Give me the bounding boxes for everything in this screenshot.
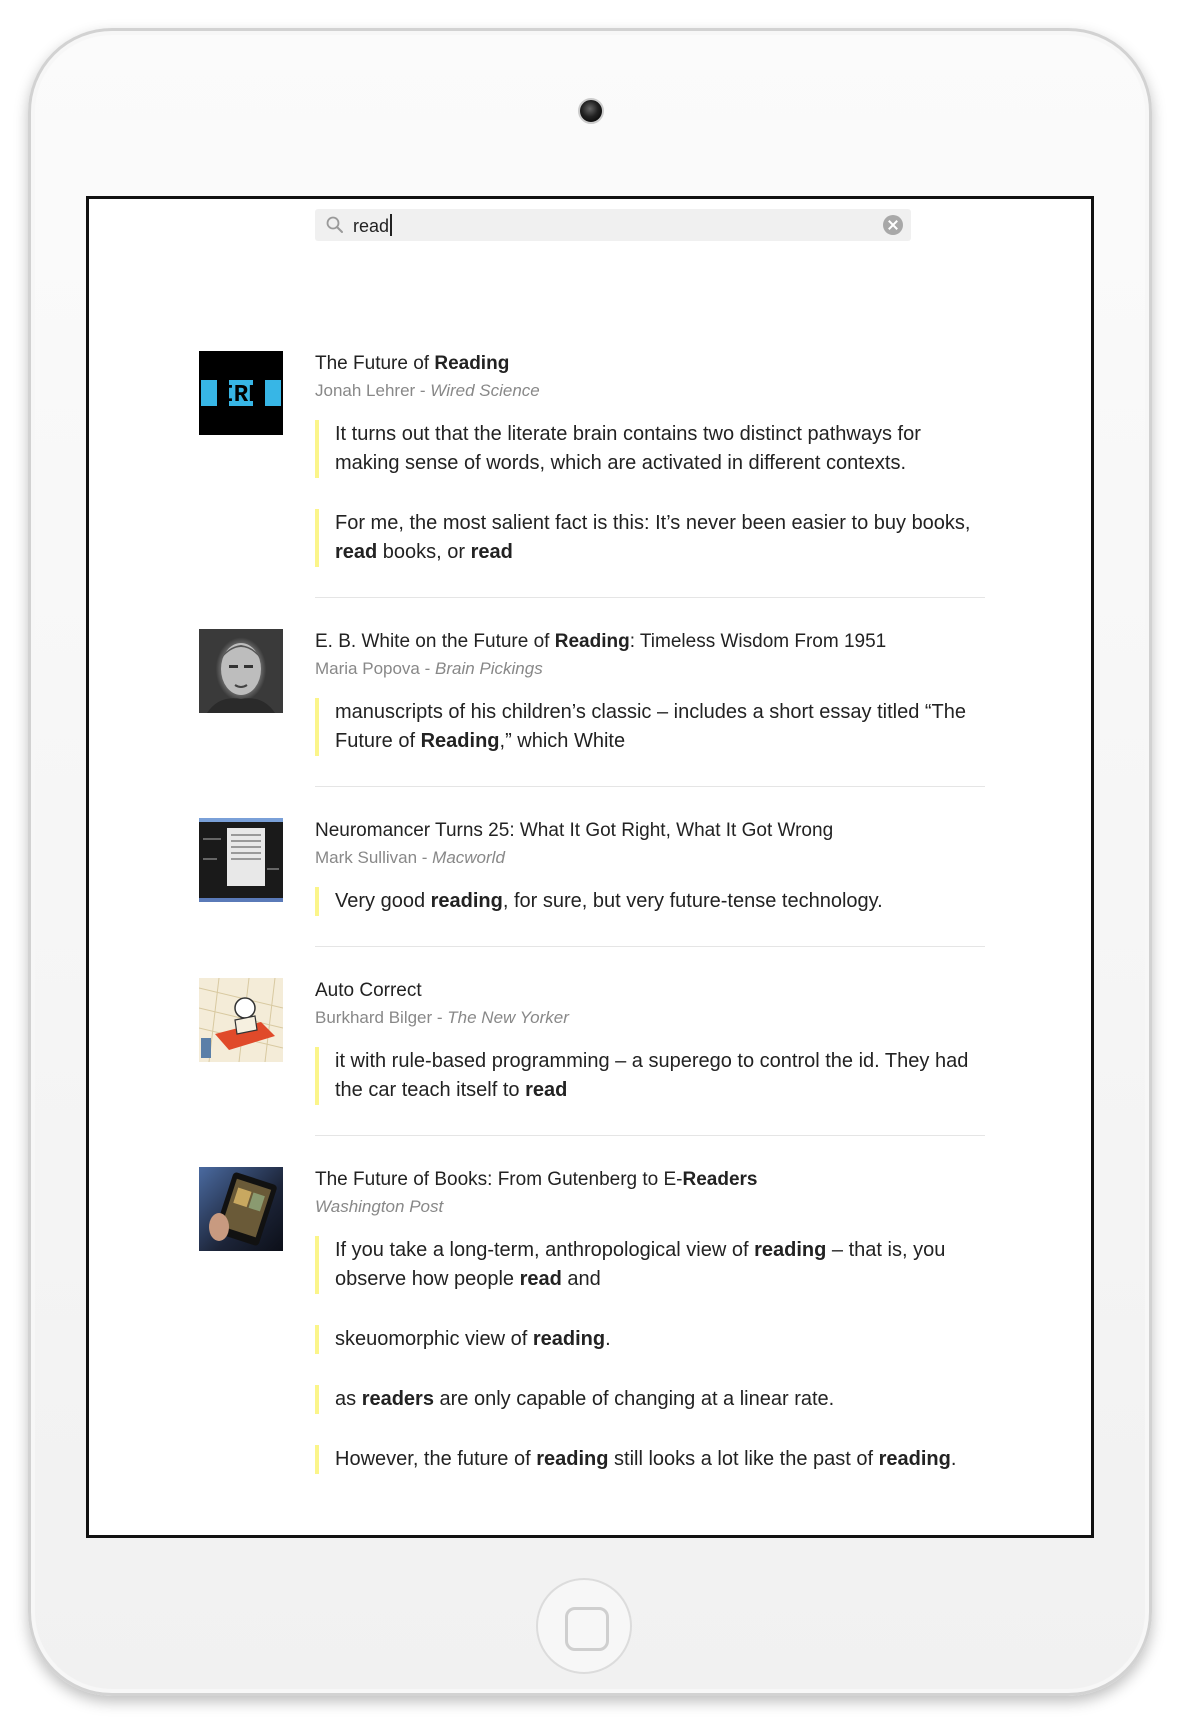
meta-separator: -	[415, 381, 431, 400]
article-thumbnail-illustration	[199, 978, 283, 1062]
article-meta	[315, 658, 985, 680]
article-thumbnail-ereader	[199, 1167, 283, 1251]
matched-keyword: readers	[361, 1388, 434, 1410]
highlight-quote[interactable]	[315, 509, 985, 567]
search-results-list	[89, 351, 1094, 1474]
matched-keyword: reading	[532, 1328, 606, 1350]
matched-keyword: read	[470, 541, 513, 563]
article-source: Brain Pickings	[435, 659, 543, 678]
list-item[interactable]	[89, 629, 1094, 787]
search-input[interactable]: read	[353, 214, 392, 237]
text-run: are only capable of changing at a linear rate.	[433, 1388, 835, 1410]
article-meta	[315, 1007, 985, 1029]
highlight-quote[interactable]	[315, 420, 985, 478]
matched-keyword: reading	[430, 890, 503, 912]
matched-keyword: reading	[536, 1448, 609, 1470]
text-run: ,” which White	[499, 730, 626, 752]
meta-separator: -	[432, 1008, 448, 1027]
highlight-quote[interactable]	[315, 1236, 985, 1294]
text-run: it with rule-based programming – a superego to control the id. They had the car teach itself to	[335, 1050, 969, 1101]
matched-keyword: reading	[878, 1448, 951, 1470]
result-divider	[315, 597, 985, 598]
article-author: Jonah Lehrer	[315, 381, 416, 400]
article-author: Mark Sullivan	[315, 848, 418, 867]
highlight-quote[interactable]	[315, 1385, 985, 1414]
text-run: books, or	[377, 541, 471, 563]
text-run: .	[605, 1328, 611, 1350]
matched-keyword: read	[335, 541, 378, 563]
article-title[interactable]	[315, 1167, 985, 1192]
text-run: The Future of	[315, 353, 435, 374]
highlight-quote[interactable]	[315, 1047, 985, 1105]
text-run: : Timeless Wisdom From 1951	[629, 631, 887, 652]
article-title[interactable]	[315, 629, 985, 654]
matched-keyword: Reading	[434, 353, 510, 374]
article-title[interactable]	[315, 978, 985, 1003]
list-item[interactable]	[89, 818, 1094, 947]
text-run: as	[335, 1388, 362, 1410]
article-title[interactable]	[315, 818, 985, 843]
text-run: E. B. White on the Future of	[315, 631, 555, 652]
highlight-quote[interactable]	[315, 1445, 985, 1474]
home-square-icon	[565, 1607, 609, 1651]
article-author: Burkhard Bilger	[315, 1008, 433, 1027]
clear-search-icon[interactable]	[883, 215, 903, 235]
text-run: manuscripts of his children’s classic – includes a short essay titled “The Future of	[335, 701, 967, 752]
article-author: Maria Popova	[315, 659, 420, 678]
text-run: – that is, you observe how people	[335, 1239, 946, 1290]
result-divider	[315, 786, 985, 787]
text-run: Auto Correct	[315, 980, 422, 1001]
article-source: The New Yorker	[447, 1008, 569, 1027]
text-caret	[390, 214, 392, 236]
list-item[interactable]	[89, 978, 1094, 1136]
svg-text:IRE: IRE	[219, 382, 263, 409]
text-run: For me, the most salient fact is this: It’s never been easier to buy books,	[335, 512, 971, 534]
meta-separator: -	[419, 659, 435, 678]
article-title[interactable]	[315, 351, 985, 376]
text-run: skeuomorphic view of	[335, 1328, 533, 1350]
screen	[86, 196, 1094, 1538]
text-run: If you take a long-term, anthropological view of	[335, 1239, 755, 1261]
text-run: and	[561, 1268, 601, 1290]
text-run: The Future of Books: From Gutenberg to E-	[315, 1169, 683, 1190]
matched-keyword: reading	[754, 1239, 827, 1261]
text-run: , for sure, but very future-tense technology.	[502, 890, 883, 912]
text-run: Very good	[335, 890, 431, 912]
home-button[interactable]	[536, 1578, 632, 1674]
highlight-quote[interactable]	[315, 887, 985, 916]
text-run: still looks a lot like the past of	[608, 1448, 879, 1470]
front-camera	[578, 98, 604, 124]
article-source: Macworld	[432, 848, 505, 867]
article-thumbnail-screenshot	[199, 818, 283, 902]
article-thumbnail-portrait	[199, 629, 283, 713]
article-thumbnail-wired	[199, 351, 283, 435]
highlight-quote[interactable]	[315, 1325, 985, 1354]
matched-keyword: Reading	[554, 631, 630, 652]
text-run: However, the future of	[335, 1448, 537, 1470]
result-divider	[315, 1135, 985, 1136]
matched-keyword: Reading	[420, 730, 500, 752]
article-source: Wired Science	[430, 381, 540, 400]
list-item[interactable]	[89, 351, 1094, 598]
list-item[interactable]	[89, 1167, 1094, 1474]
article-meta	[315, 847, 985, 869]
matched-keyword: read	[519, 1268, 562, 1290]
text-run: .	[950, 1448, 957, 1470]
meta-separator: -	[417, 848, 433, 867]
article-meta	[315, 1196, 985, 1218]
search-icon	[325, 215, 345, 235]
matched-keyword: Readers	[682, 1169, 758, 1190]
search-bar[interactable]	[315, 209, 911, 241]
text-run: Neuromancer Turns 25: What It Got Right, What It Got Wrong	[315, 820, 834, 841]
matched-keyword: read	[525, 1079, 568, 1101]
highlight-quote[interactable]	[315, 698, 985, 756]
result-divider	[315, 946, 985, 947]
text-run: It turns out that the literate brain contains two distinct pathways for making sense of words, which are activated in different contexts.	[335, 423, 921, 474]
article-meta	[315, 380, 985, 402]
article-source: Washington Post	[315, 1197, 444, 1216]
